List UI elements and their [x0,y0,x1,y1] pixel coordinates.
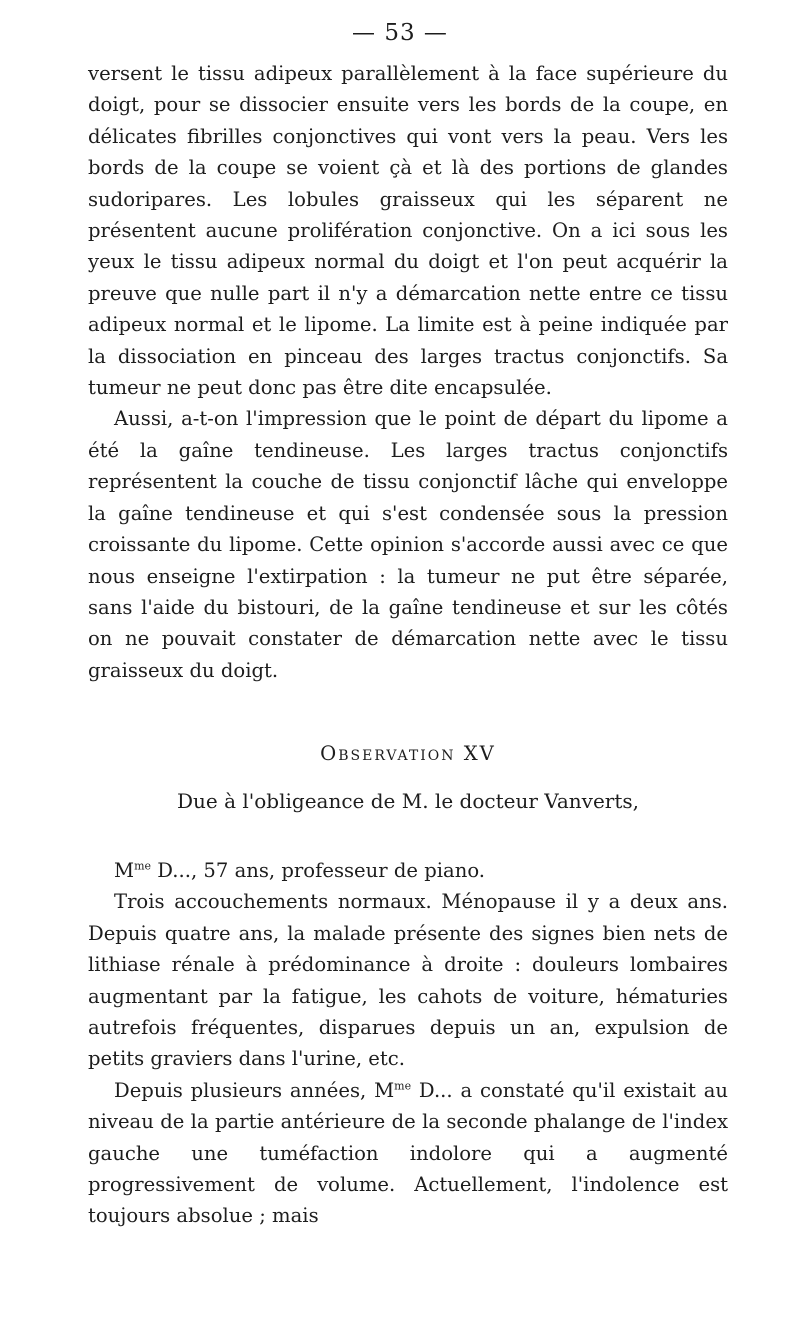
observation-title: Observation XV [320,742,496,766]
case-name-sup: me [134,859,152,873]
observation-subtitle: Due à l'obligeance de M. le docteur Vanverts, [176,788,640,813]
paragraph-continuation: versent le tissu adipeux parallèlement à la face supérieure du doigt, pour se dissocier ensuite vers les bords de la coupe, en délicates fibrilles conjonctives qui vont vers la peau. Vers les bords de la coupe se voient çà et là des portions de glandes sudoripares. Les lobules graisseux qui les séparent ne présentent aucune prolifération conjonctive. On a ici sous les yeux le tissu adipeux normal du doigt et l'on peut acquérir la preuve que nulle part il n'y a démarcation nette entre ce tissu adipeux normal et le lipome. La limite est à peine indiquée par la dissociation en pinceau des larges tractus conjonctifs. Sa tumeur ne peut donc pas être dite encapsulée. [88,62,728,400]
p4-sup: me [394,1079,412,1093]
p4-prefix: Depuis plusieurs années, M [114,1078,395,1102]
case-name-rest: D..., 57 ans, professeur de piano. [151,858,486,882]
page-number: — 53 — [352,20,448,46]
p4-rest: D... a constaté qu'il existait au niveau de la partie antérieure de la seconde phalange de l'index gauche une tuméfaction indolore qui a augmenté progressivement de volume. Actuellement, l'indolence est toujours absolue ; mais [88,1078,728,1228]
case-patient [88,855,728,886]
case-name-prefix: M [114,858,135,882]
paragraph-current [88,1075,728,1232]
body-text [88,58,728,1232]
paragraph-history: Trois accouchements normaux. Ménopause il y a deux ans. Depuis quatre ans, la malade présente des signes bien nets de lithiase rénale à prédominance à droite : douleurs lombaires augmentant par la fatigue, les cahots de voiture, hématuries autrefois fréquentes, disparues depuis un an, expulsion de petits graviers dans l'urine, etc. [88,890,728,1071]
paragraph-opinion: Aussi, a-t-on l'impression que le point de départ du lipome a été la gaîne tendineuse. Les larges tractus conjonctifs représentent la couche de tissu conjonctif lâche qui enveloppe la gaîne tendineuse et qui s'est condensée sous la pression croissante du lipome. Cette opinion s'accorde aussi avec ce que nous enseigne l'extirpation : la tumeur ne put être séparée, sans l'aide du bistouri, de la gaîne tendineuse et sur les côtés on ne pouvait constater de démarcation nette avec le tissu graisseux du doigt. [88,407,728,682]
